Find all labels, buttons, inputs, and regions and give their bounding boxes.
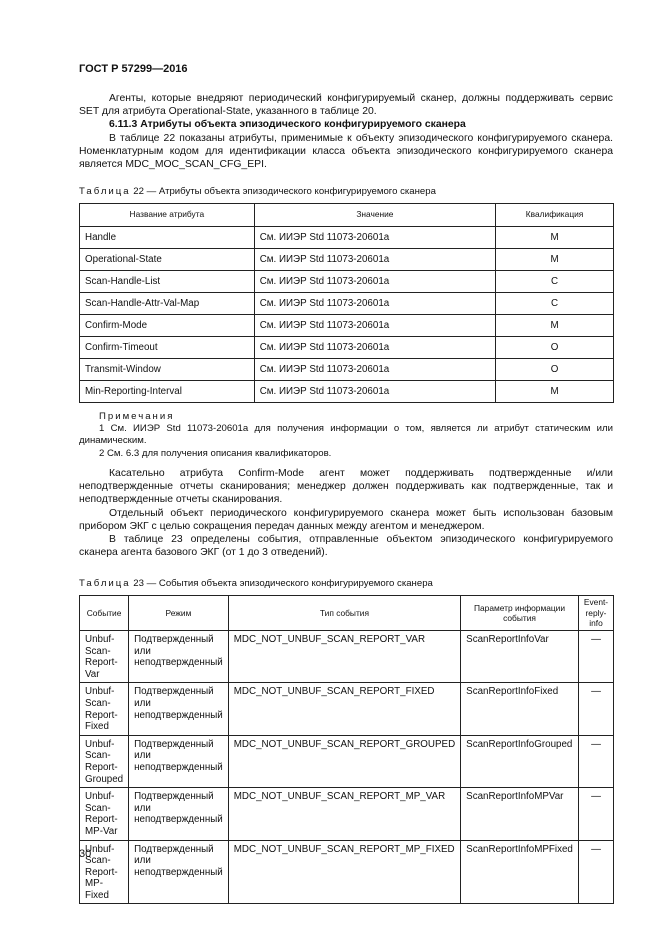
notes-block [79, 411, 613, 460]
event-reply-info: — [578, 788, 613, 840]
event-type: MDC_NOT_UNBUF_SCAN_REPORT_GROUPED [228, 735, 460, 787]
table-row [80, 631, 614, 683]
attribute-qualification: M [496, 381, 614, 403]
page-number: 30 [79, 848, 92, 860]
intro-section [79, 92, 613, 171]
table-row [80, 735, 614, 787]
attribute-value: См. ИИЭР Std 11073-20601a [254, 249, 495, 271]
event-mode: Подтвержденный или неподтвержденный [129, 840, 229, 904]
table-row [80, 381, 614, 403]
table-row [80, 683, 614, 735]
table22-header-qualification: Квалификация [496, 204, 614, 227]
table23-caption [79, 577, 433, 590]
event-name: Unbuf-Scan-Report-Var [80, 631, 129, 683]
attribute-name: Handle [80, 227, 255, 249]
attribute-value: См. ИИЭР Std 11073-20601a [254, 293, 495, 315]
table23-header-event: Событие [80, 596, 129, 631]
table-row [80, 337, 614, 359]
table-row [80, 359, 614, 381]
event-info-param: ScanReportInfoVar [461, 631, 579, 683]
section-heading: 6.11.3 Атрибуты объекта эпизодического конфигурируемого сканера [109, 119, 466, 131]
event-type: MDC_NOT_UNBUF_SCAN_REPORT_VAR [228, 631, 460, 683]
attribute-qualification: M [496, 227, 614, 249]
event-reply-info: — [578, 631, 613, 683]
table23-header-event-type: Тип события [228, 596, 460, 631]
table-row [80, 227, 614, 249]
event-name: Unbuf-Scan-Report-Grouped [80, 735, 129, 787]
attribute-name: Confirm-Mode [80, 315, 255, 337]
intro-paragraph-sets: Агенты, которые внедряют периодический конфигурируемый сканер, должны поддерживать сервис SET для атрибута Operational-State, указанного в таблице 20. [79, 93, 613, 118]
table23-caption-text: 23 — События объекта эпизодического конфигурируемого сканера [130, 578, 433, 589]
attribute-value: См. ИИЭР Std 11073-20601a [254, 271, 495, 293]
paragraph-confirm-mode: Касательно атрибута Confirm-Mode агент может поддерживать подтвержденные и/или неподтвержденные отчеты сканирования; менеджер должен поддерживать как подтвержденные, так и неподтвержденные отчеты сканирования. [79, 468, 613, 506]
attribute-name: Transmit-Window [80, 359, 255, 381]
event-type: MDC_NOT_UNBUF_SCAN_REPORT_FIXED [228, 683, 460, 735]
event-name: Unbuf-Scan-Report-Fixed [80, 683, 129, 735]
attribute-qualification: M [496, 315, 614, 337]
notes-title: Примечания [99, 411, 175, 422]
attribute-qualification: O [496, 359, 614, 381]
table22-caption-prefix: Таблица [79, 186, 131, 197]
attribute-value: См. ИИЭР Std 11073-20601a [254, 315, 495, 337]
attribute-value: См. ИИЭР Std 11073-20601a [254, 337, 495, 359]
note-2: 2 См. 6.3 для получения описания квалификаторов. [99, 447, 332, 459]
table-row [80, 249, 614, 271]
table22-header-value: Значение [254, 204, 495, 227]
attribute-qualification: M [496, 249, 614, 271]
attribute-name: Scan-Handle-Attr-Val-Map [80, 293, 255, 315]
table23-header-event-info: Параметр информации события [461, 596, 579, 631]
event-mode: Подтвержденный или неподтвержденный [129, 683, 229, 735]
event-info-param: ScanReportInfoGrouped [461, 735, 579, 787]
body-section [79, 467, 613, 559]
attribute-value: См. ИИЭР Std 11073-20601a [254, 227, 495, 249]
attribute-name: Confirm-Timeout [80, 337, 255, 359]
table-row [80, 271, 614, 293]
table22-caption-text: 22 — Атрибуты объекта эпизодического конфигурируемого сканера [130, 186, 436, 197]
table23-header-row [80, 596, 614, 631]
event-name: Unbuf-Scan-Report-MP-Fixed [80, 840, 129, 904]
standard-number: ГОСТ Р 57299—2016 [79, 63, 188, 75]
attribute-qualification: C [496, 293, 614, 315]
event-mode: Подтвержденный или неподтвержденный [129, 788, 229, 840]
event-info-param: ScanReportInfoFixed [461, 683, 579, 735]
event-mode: Подтвержденный или неподтвержденный [129, 631, 229, 683]
table23-header-reply-info: Event-reply-info [578, 596, 613, 631]
attribute-name: Scan-Handle-List [80, 271, 255, 293]
event-reply-info: — [578, 840, 613, 904]
table-row [80, 840, 614, 904]
table22 [79, 203, 614, 403]
attribute-qualification: O [496, 337, 614, 359]
event-info-param: ScanReportInfoMPFixed [461, 840, 579, 904]
intro-paragraph-table22: В таблице 22 показаны атрибуты, применимые к объекту эпизодического конфигурируемого сканера. Номенклатурным кодом для идентификации класса объекта эпизодического конфигурируемого сканера является MDC_MOC_SCAN_CFG_EPI. [79, 132, 613, 171]
event-type: MDC_NOT_UNBUF_SCAN_REPORT_MP_FIXED [228, 840, 460, 904]
note-1: 1 См. ИИЭР Std 11073-20601a для получения информации о том, является ли атрибут статическим или динамическим. [79, 423, 613, 447]
paragraph-scanner-object: Отдельный объект периодического конфигурируемого сканера может быть использован базовым прибором ЭКГ с целью сокращения передач данных между агентом и менеджером. [79, 507, 613, 532]
event-reply-info: — [578, 683, 613, 735]
attribute-value: См. ИИЭР Std 11073-20601a [254, 359, 495, 381]
event-info-param: ScanReportInfoMPVar [461, 788, 579, 840]
table23-caption-prefix: Таблица [79, 578, 131, 589]
attribute-name: Operational-State [80, 249, 255, 271]
table-row [80, 315, 614, 337]
table22-caption [79, 185, 436, 198]
attribute-name: Min-Reporting-Interval [80, 381, 255, 403]
table23 [79, 595, 614, 904]
table23-header-mode: Режим [129, 596, 229, 631]
attribute-qualification: C [496, 271, 614, 293]
table22-header-name: Название атрибута [80, 204, 255, 227]
event-mode: Подтвержденный или неподтвержденный [129, 735, 229, 787]
event-name: Unbuf-Scan-Report-MP-Var [80, 788, 129, 840]
event-reply-info: — [578, 735, 613, 787]
event-type: MDC_NOT_UNBUF_SCAN_REPORT_MP_VAR [228, 788, 460, 840]
attribute-value: См. ИИЭР Std 11073-20601a [254, 381, 495, 403]
table22-header-row [80, 204, 614, 227]
table-row [80, 293, 614, 315]
paragraph-table23-intro: В таблице 23 определены события, отправленные объектом эпизодического конфигурируемого сканера агента базового ЭКГ (от 1 до 3 отведений). [79, 534, 613, 559]
table-row [80, 788, 614, 840]
